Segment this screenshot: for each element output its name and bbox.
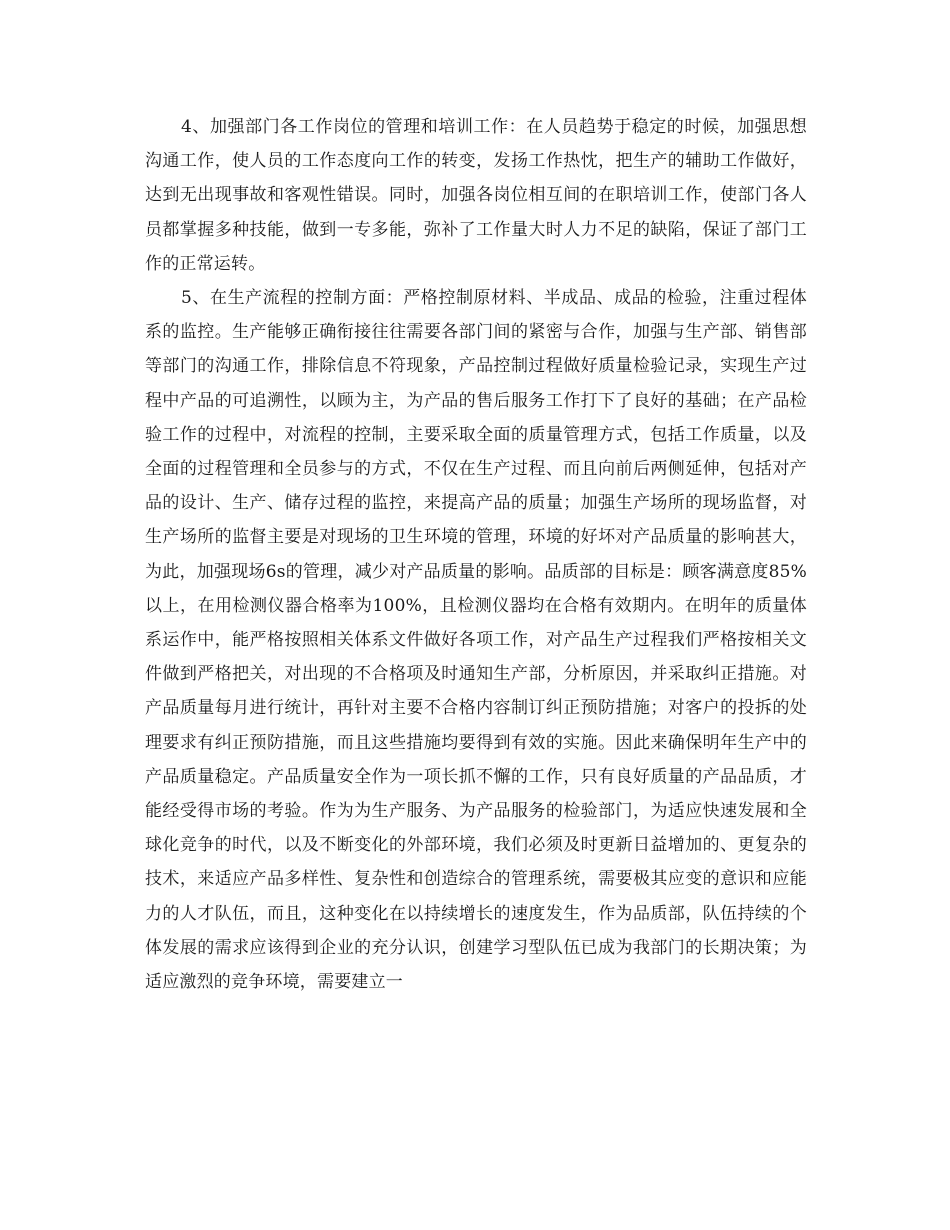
paragraph-5: 5、在生产流程的控制方面：严格控制原材料、半成品、成品的检验，注重过程体系的监控。生产能够正确衔接往往需要各部门间的紧密与合作，加强与生产部、销售部等部门的沟通工作，排除信息不符现象，产品控制过程做好质量检验记录，实现生产过程中产品的可追溯性，以顾为主，为产品的售后服务工作打下了良好的基础；在产品检验工作的过程中，对流程的控制，主要采取全面的质量管理方式，包括工作质量，以及全面的过程管理和全员参与的方式，不仅在生产过程、而且向前后两侧延伸，包括对产品的设计、生产、储存过程的监控，来提高产品的质量；加强生产场所的现场监督，对生产场所的监督主要是对现场的卫生环境的管理，环境的好坏对产品质量的影响甚大，为此，加强现场6s的管理，减少对产品质量的影响。品质部的目标是：顾客满意度85%以上，在用检测仪器合格率为100%，且检测仪器均在合格有效期内。在明年的质量体系运作中，能严格按照相关体系文件做好各项工作，对产品生产过程我们严格按相关文件做到严格把关，对出现的不合格项及时通知生产部，分析原因，并采取纠正措施。对产品质量每月进行统计，再针对主要不合格内容制订纠正预防措施；对客户的投拆的处理要求有纠正预防措施，而且这些措施均要得到有效的实施。因此来确保明年生产中的产品质量稳定。产品质量安全作为一项长抓不懈的工作，只有良好质量的产品品质，才能经受得市场的考验。作为为生产服务、为产品服务的检验部门，为适应快速发展和全球化竞争的时代，以及不断变化的外部环境，我们必须及时更新日益增加的、更复杂的技术，来适应产品多样性、复杂性和创造综合的管理系统，需要极其应变的意识和应能力的人才队伍，而且，这种变化在以持续增长的速度发生，作为品质部，队伍持续的个体发展的需求应该得到企业的充分认识，创建学习型队伍已成为我部门的长期决策；为适应激烈的竞争环境，需要建立一 [145, 288, 807, 993]
document-body [145, 110, 807, 999]
paragraph-4: 4、加强部门各工作岗位的管理和培训工作：在人员趋势于稳定的时候，加强思想沟通工作，使人员的工作态度向工作的转变，发扬工作热忱，把生产的辅助工作做好，达到无出现事故和客观性错误。同时，加强各岗位相互间的在职培训工作，使部门各人员都掌握多种技能，做到一专多能，弥补了工作量大时人力不足的缺陷，保证了部门工作的正常运转。 [145, 117, 807, 274]
